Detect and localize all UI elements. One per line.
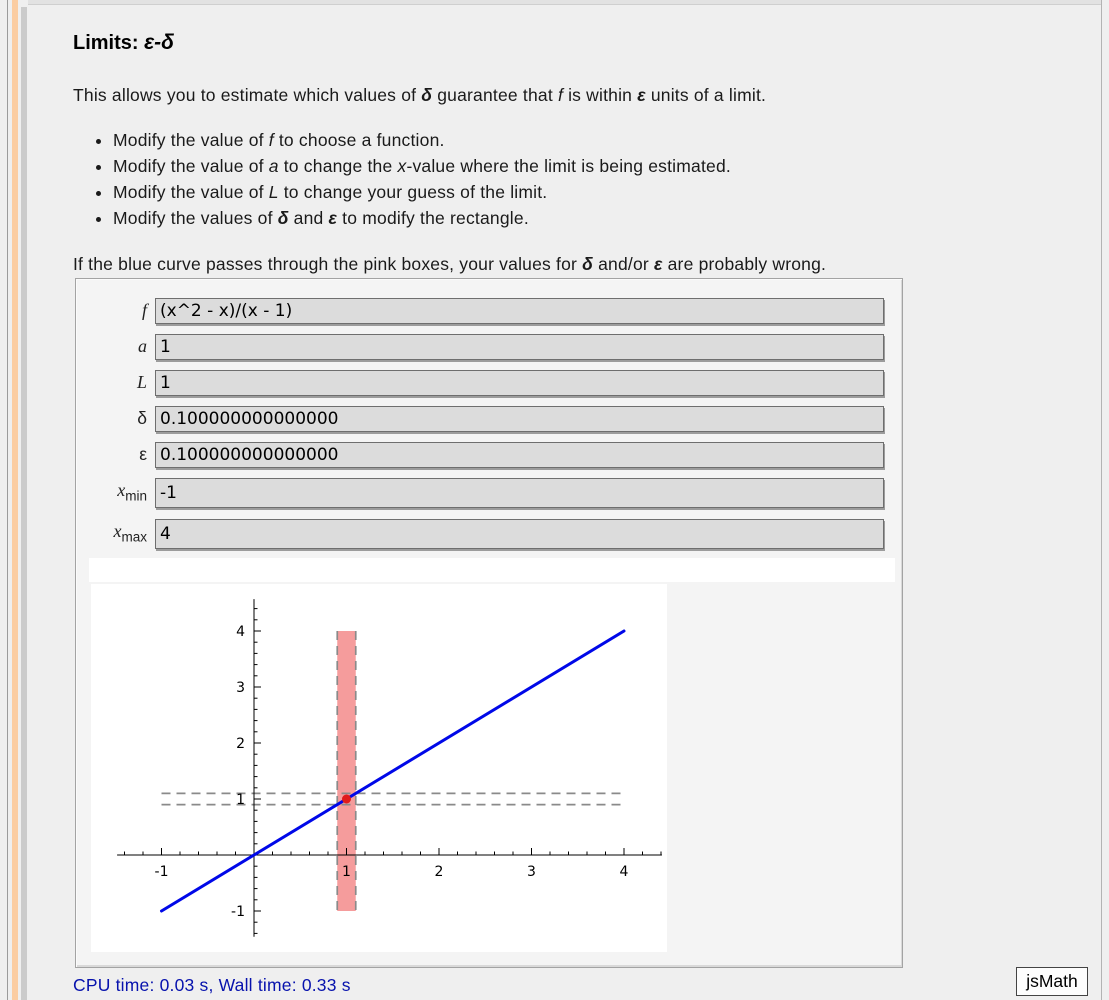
interact-panel	[75, 278, 903, 968]
xmin-input[interactable]	[155, 478, 884, 508]
delta-input[interactable]	[155, 406, 884, 432]
cpu-time-text: CPU time: 0.03 s, Wall time: 0.33 s	[73, 975, 351, 995]
field-label-a: a	[138, 336, 147, 356]
interact-row-a	[76, 334, 896, 364]
warning-paragraph: If the blue curve passes through the pink boxes, your values for δ and/or ε are probably wrong.	[73, 254, 827, 274]
interact-row-epsilon	[76, 442, 896, 472]
cell-marker-orange	[12, 0, 18, 1000]
field-label-f: f	[141, 300, 147, 320]
output-spacer	[89, 558, 895, 582]
svg-text:2: 2	[236, 736, 245, 752]
title-text: Limits:	[73, 32, 145, 54]
field-label-L: L	[136, 372, 147, 392]
interact-row-xmin	[76, 478, 896, 508]
interact-row-xmax	[76, 519, 896, 549]
xmax-input[interactable]	[155, 519, 884, 549]
svg-text:3: 3	[236, 680, 245, 696]
plot-svg	[91, 584, 667, 952]
svg-text:1: 1	[236, 792, 245, 808]
list-item: • Modify the value of L to change your guess of the limit.	[113, 179, 731, 205]
svg-text:-1: -1	[231, 904, 245, 920]
cutoff-toolbar-strip	[28, 0, 1102, 5]
field-label-epsilon: ε	[139, 444, 147, 464]
page-title	[73, 31, 174, 55]
interact-row-L	[76, 370, 896, 400]
title-math: ε-δ	[144, 31, 174, 54]
a-input[interactable]	[155, 334, 884, 360]
svg-text:4: 4	[236, 624, 245, 640]
jsmath-button[interactable]: jsMath	[1016, 967, 1088, 996]
svg-text:1: 1	[342, 864, 351, 880]
instructions-list	[73, 127, 731, 231]
left-gutter-line	[7, 0, 8, 1000]
list-item: • Modify the value of a to change the x-value where the limit is being estimated.	[113, 153, 731, 179]
svg-text:2: 2	[434, 864, 444, 880]
field-label-delta: δ	[137, 408, 147, 428]
interact-row-f	[76, 298, 896, 328]
L-input[interactable]	[155, 370, 884, 396]
f-input[interactable]	[155, 298, 884, 324]
cell-marker-gray	[21, 7, 27, 1000]
svg-text:4: 4	[619, 864, 629, 880]
page-right-border	[1101, 0, 1102, 1000]
list-item: • Modify the value of f to choose a function.	[113, 127, 731, 153]
epsilon-input[interactable]	[155, 442, 884, 468]
intro-paragraph: This allows you to estimate which values of δ guarantee that f is within ε units of a limit.	[73, 85, 767, 105]
svg-text:3: 3	[527, 864, 536, 880]
interact-row-delta	[76, 406, 896, 436]
plot-area	[91, 584, 667, 952]
svg-text:-1: -1	[154, 864, 169, 880]
list-item: • Modify the values of δ and ε to modify the rectangle.	[113, 205, 731, 231]
field-label-xmax: $x_{max}$	[113, 521, 147, 545]
field-label-xmin: $x_{min}$	[117, 480, 147, 504]
